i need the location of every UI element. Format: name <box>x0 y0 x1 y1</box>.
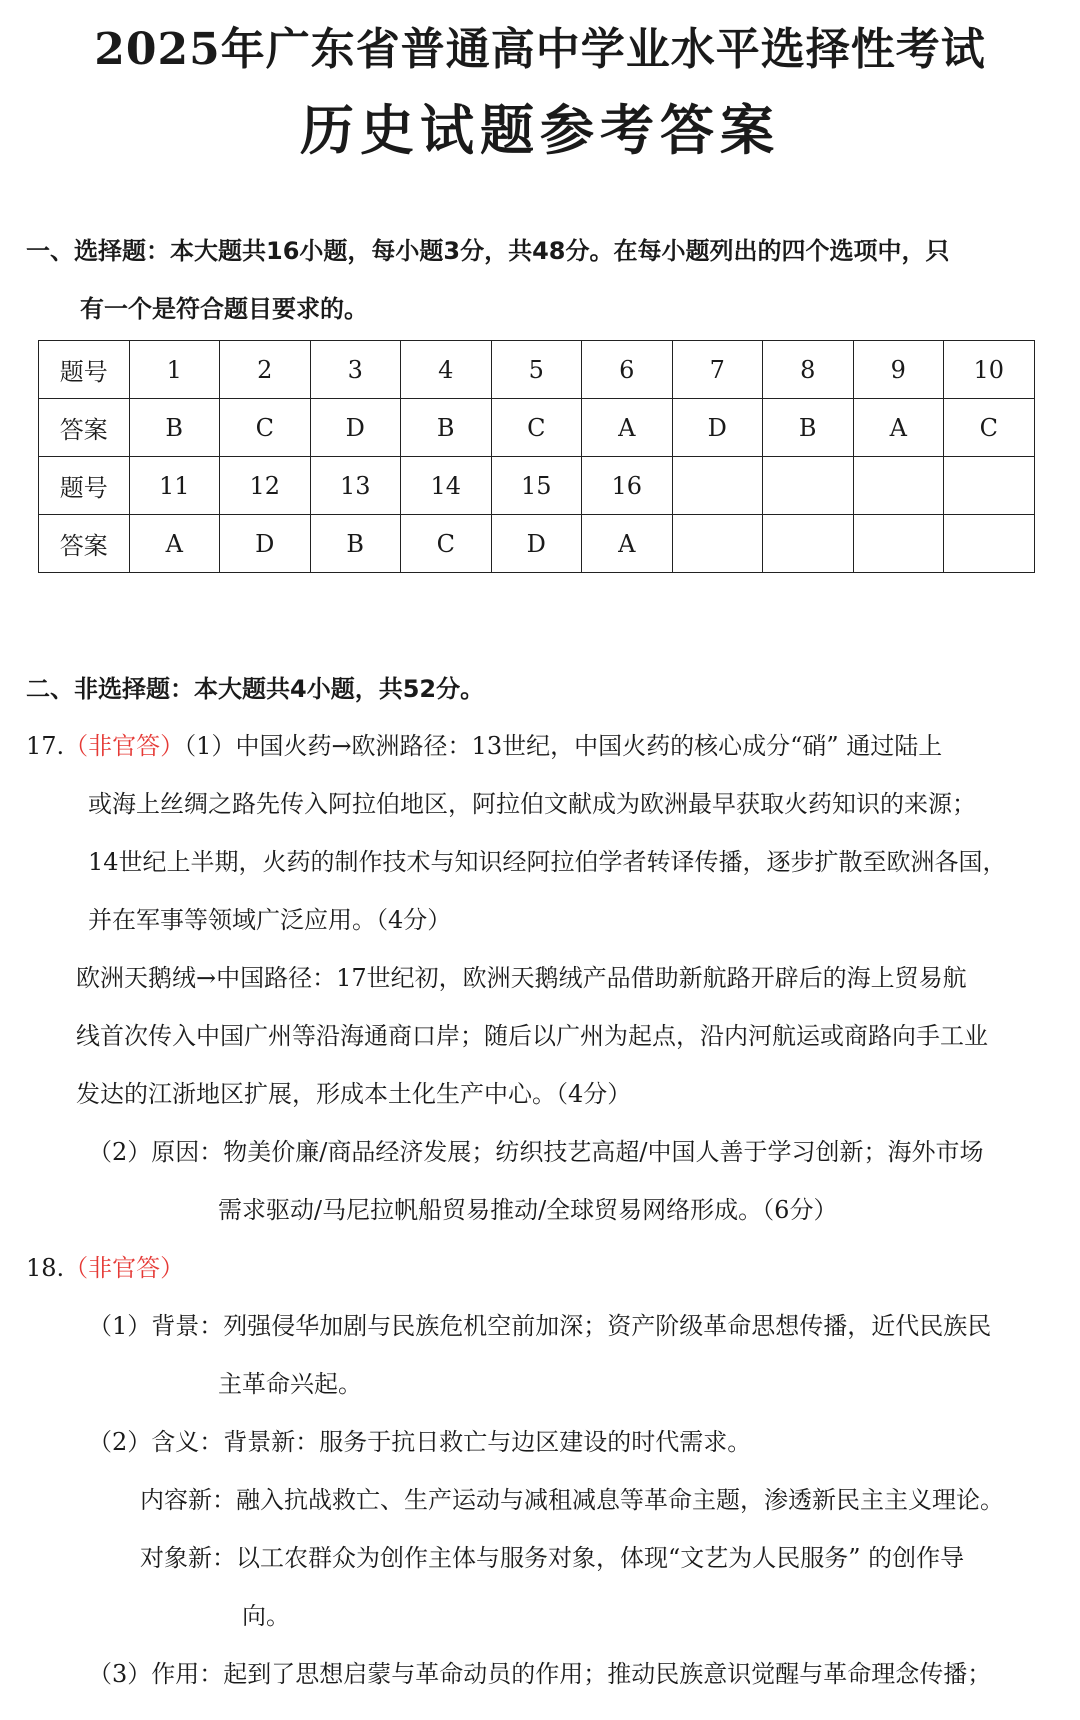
table-cell: 16 <box>582 457 673 515</box>
table-cell: C <box>491 399 582 457</box>
table-cell <box>853 515 944 573</box>
table-cell: B <box>310 515 401 573</box>
table-row-answers-1 <box>39 399 1035 457</box>
table-cell: D <box>491 515 582 573</box>
table-cell: A <box>582 399 673 457</box>
row-label-number: 题号 <box>39 341 130 399</box>
table-cell: C <box>944 399 1035 457</box>
table-cell: 7 <box>672 341 763 399</box>
q17-part1-line4: 并在军事等领域广泛应用。（4分） <box>88 906 452 934</box>
q17-part2-line2: 需求驱动/马尼拉帆船贸易推动/全球贸易网络形成。（6分） <box>218 1196 838 1224</box>
q17-part1b-line2: 线首次传入中国广州等沿海通商口岸；随后以广州为起点，沿内河航运或商路向手工业 <box>76 1022 988 1050</box>
section1-heading-line2: 有一个是符合题目要求的。 <box>80 295 368 323</box>
table-cell: B <box>401 399 492 457</box>
table-cell: 5 <box>491 341 582 399</box>
q17-part2-line1: （2）原因：物美价廉/商品经济发展；纺织技艺高超/中国人善于学习创新；海外市场 <box>88 1138 984 1166</box>
table-cell: 3 <box>310 341 401 399</box>
q17-part1-line2: 或海上丝绸之路先传入阿拉伯地区，阿拉伯文献成为欧洲最早获取火药知识的来源； <box>88 790 976 818</box>
table-cell: 10 <box>944 341 1035 399</box>
table-cell: A <box>129 515 220 573</box>
document-title-line1: 2025年广东省普通高中学业水平选择性考试 <box>94 24 986 75</box>
table-cell <box>672 457 763 515</box>
section1-heading-line1: 一、选择题：本大题共16小题，每小题3分，共48分。在每小题列出的四个选项中，只 <box>26 237 950 265</box>
q18-part2-line4: 向。 <box>242 1602 290 1630</box>
table-cell: 4 <box>401 341 492 399</box>
table-cell: 2 <box>220 341 311 399</box>
table-cell: B <box>763 399 854 457</box>
table-cell <box>944 515 1035 573</box>
section2-heading: 二、非选择题：本大题共4小题，共52分。 <box>26 675 485 703</box>
q18-first-line <box>26 1240 1060 1297</box>
table-cell: 6 <box>582 341 673 399</box>
table-cell: 1 <box>129 341 220 399</box>
q17-part1-line3: 14世纪上半期，火药的制作技术与知识经阿拉伯学者转译传播，逐步扩散至欧洲各国， <box>88 848 1007 876</box>
q17-part1b-line1: 欧洲天鹅绒→中国路径：17世纪初，欧洲天鹅绒产品借助新航路开辟后的海上贸易航 <box>76 964 967 992</box>
q18-part1-line2: 主革命兴起。 <box>218 1370 362 1398</box>
q17-part1b-line3: 发达的江浙地区扩展，形成本土化生产中心。（4分） <box>76 1080 632 1108</box>
q17-number: 17. <box>26 732 65 760</box>
table-row-numbers-1 <box>39 341 1035 399</box>
q18-part2-line3: 对象新：以工农群众为创作主体与服务对象，体现“文艺为人民服务” 的创作导 <box>140 1544 965 1572</box>
q18-part3-line1: （3）作用：起到了思想启蒙与革命动员的作用；推动民族意识觉醒与革命理念传播； <box>88 1660 992 1688</box>
q18-part2-line2: 内容新：融入抗战救亡、生产运动与减租减息等革命主题，渗透新民主主义理论。 <box>140 1486 1004 1514</box>
table-cell <box>763 457 854 515</box>
q18-part2-line1: （2）含义：背景新：服务于抗日救亡与边区建设的时代需求。 <box>88 1428 752 1456</box>
table-cell <box>672 515 763 573</box>
table-cell: D <box>672 399 763 457</box>
table-cell: 12 <box>220 457 311 515</box>
q18-number: 18. <box>26 1254 65 1282</box>
table-cell: A <box>853 399 944 457</box>
table-row-answers-2 <box>39 515 1035 573</box>
table-cell: 13 <box>310 457 401 515</box>
row-label-answer: 答案 <box>39 515 130 573</box>
table-cell <box>763 515 854 573</box>
table-cell: 8 <box>763 341 854 399</box>
table-cell: 11 <box>129 457 220 515</box>
row-label-number: 题号 <box>39 457 130 515</box>
document-title-line2: 历史试题参考答案 <box>300 98 780 162</box>
q18-unofficial-tag: （非官答） <box>64 1254 185 1282</box>
table-cell: 14 <box>401 457 492 515</box>
table-cell: D <box>310 399 401 457</box>
table-cell: B <box>129 399 220 457</box>
table-cell: C <box>401 515 492 573</box>
table-cell: 15 <box>491 457 582 515</box>
q17-first-line <box>26 718 1060 775</box>
table-cell: C <box>220 399 311 457</box>
section1-heading <box>26 222 1060 338</box>
table-row-numbers-2 <box>39 457 1035 515</box>
table-cell: D <box>220 515 311 573</box>
answer-table <box>38 340 1035 573</box>
q17-part1-line1: （1）中国火药→欧洲路径：13世纪，中国火药的核心成分“硝” 通过陆上 <box>184 732 943 760</box>
q17-unofficial-tag: （非官答） <box>64 732 185 760</box>
table-cell: 9 <box>853 341 944 399</box>
table-cell: A <box>582 515 673 573</box>
row-label-answer: 答案 <box>39 399 130 457</box>
q18-part1-line1: （1）背景：列强侵华加剧与民族危机空前加深；资产阶级革命思想传播，近代民族民 <box>88 1312 992 1340</box>
table-cell <box>853 457 944 515</box>
table-cell <box>944 457 1035 515</box>
